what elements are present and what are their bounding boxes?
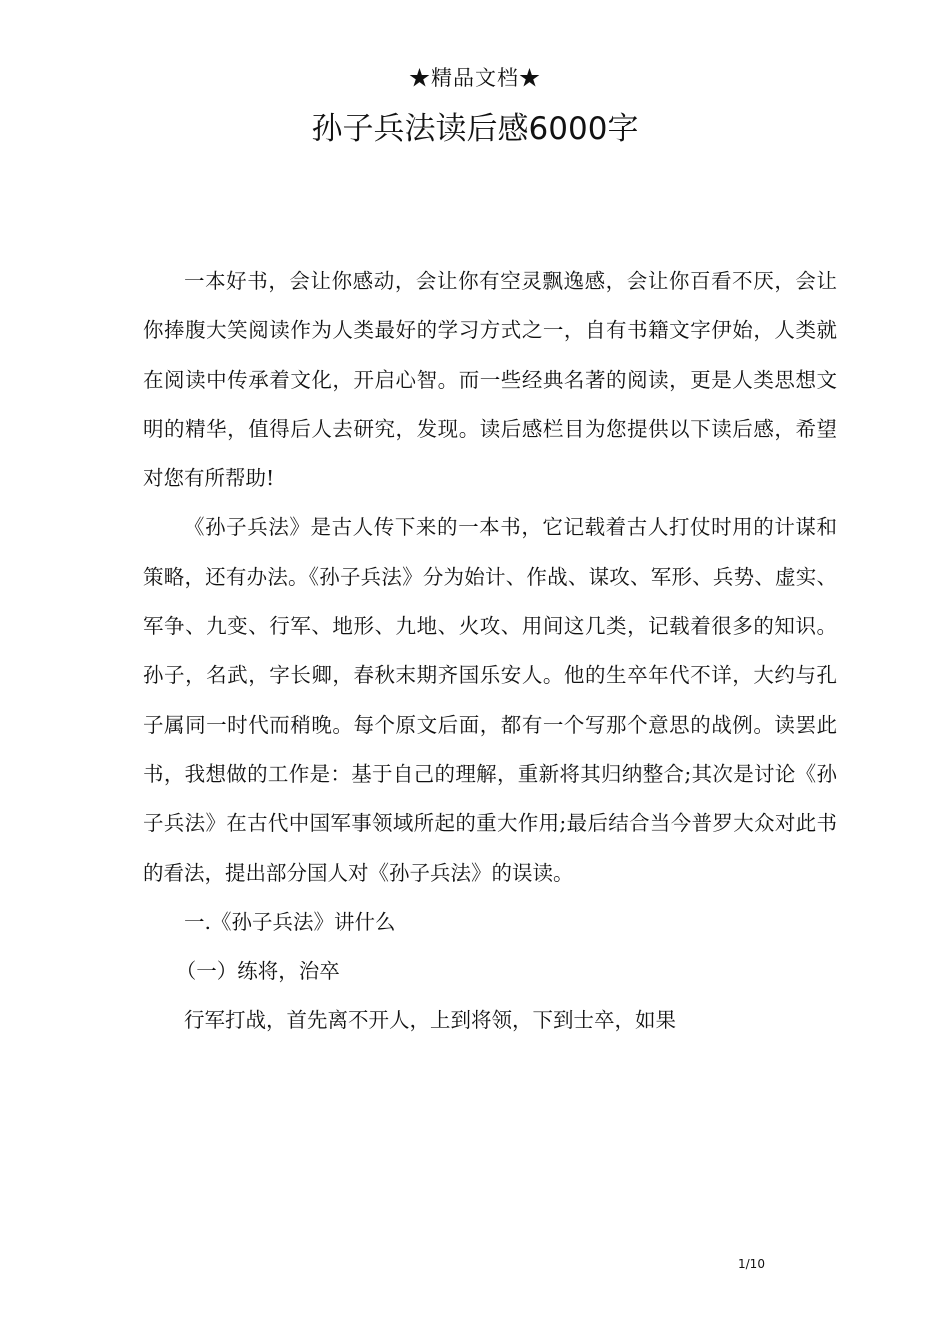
section-heading: 一.《孙子兵法》讲什么 (184, 909, 396, 934)
document-body (143, 257, 837, 1046)
subsection-heading: （一）练将，治卒 (175, 959, 340, 984)
paragraph-intro: 一本好书，会让你感动，会让你有空灵飘逸感，会让你百看不厌，会让你捧腹大笑阅读作为人类最好的学习方式之一，自有书籍文字伊始，人类就在阅读中传承着文化，开启心智。而一些经典名著的阅读，更是人类思想文明的精华，值得后人去研究，发现。读后感栏目为您提供以下读后感，希望对您有所帮助! (143, 269, 837, 491)
paragraph-continued: 行军打战，首先离不开人，上到将领，下到士卒，如果 (184, 1008, 676, 1033)
document-title: 孙子兵法读后感6000字 (311, 111, 639, 147)
header-mark: ★精品文档★ (409, 66, 541, 90)
page-number: 1/10 (738, 1257, 765, 1271)
paragraph-overview: 《孙子兵法》是古人传下来的一本书，它记载着古人打仗时用的计谋和策略，还有办法。《孙子兵法》分为始计、作战、谋攻、军形、兵势、虚实、军争、九变、行军、地形、九地、火攻、用间这几类，记载着很多的知识。孙子，名武，字长卿，春秋末期齐国乐安人。他的生卒年代不详，大约与孔子属同一时代而稍晚。每个原文后面，都有一个写那个意思的战例。读罢此书，我想做的工作是：基于自己的理解，重新将其归纳整合;其次是讨论《孙子兵法》在古代中国军事领域所起的重大作用;最后结合当今普罗大众对此书的看法，提出部分国人对《孙子兵法》的误读。 (143, 515, 837, 885)
